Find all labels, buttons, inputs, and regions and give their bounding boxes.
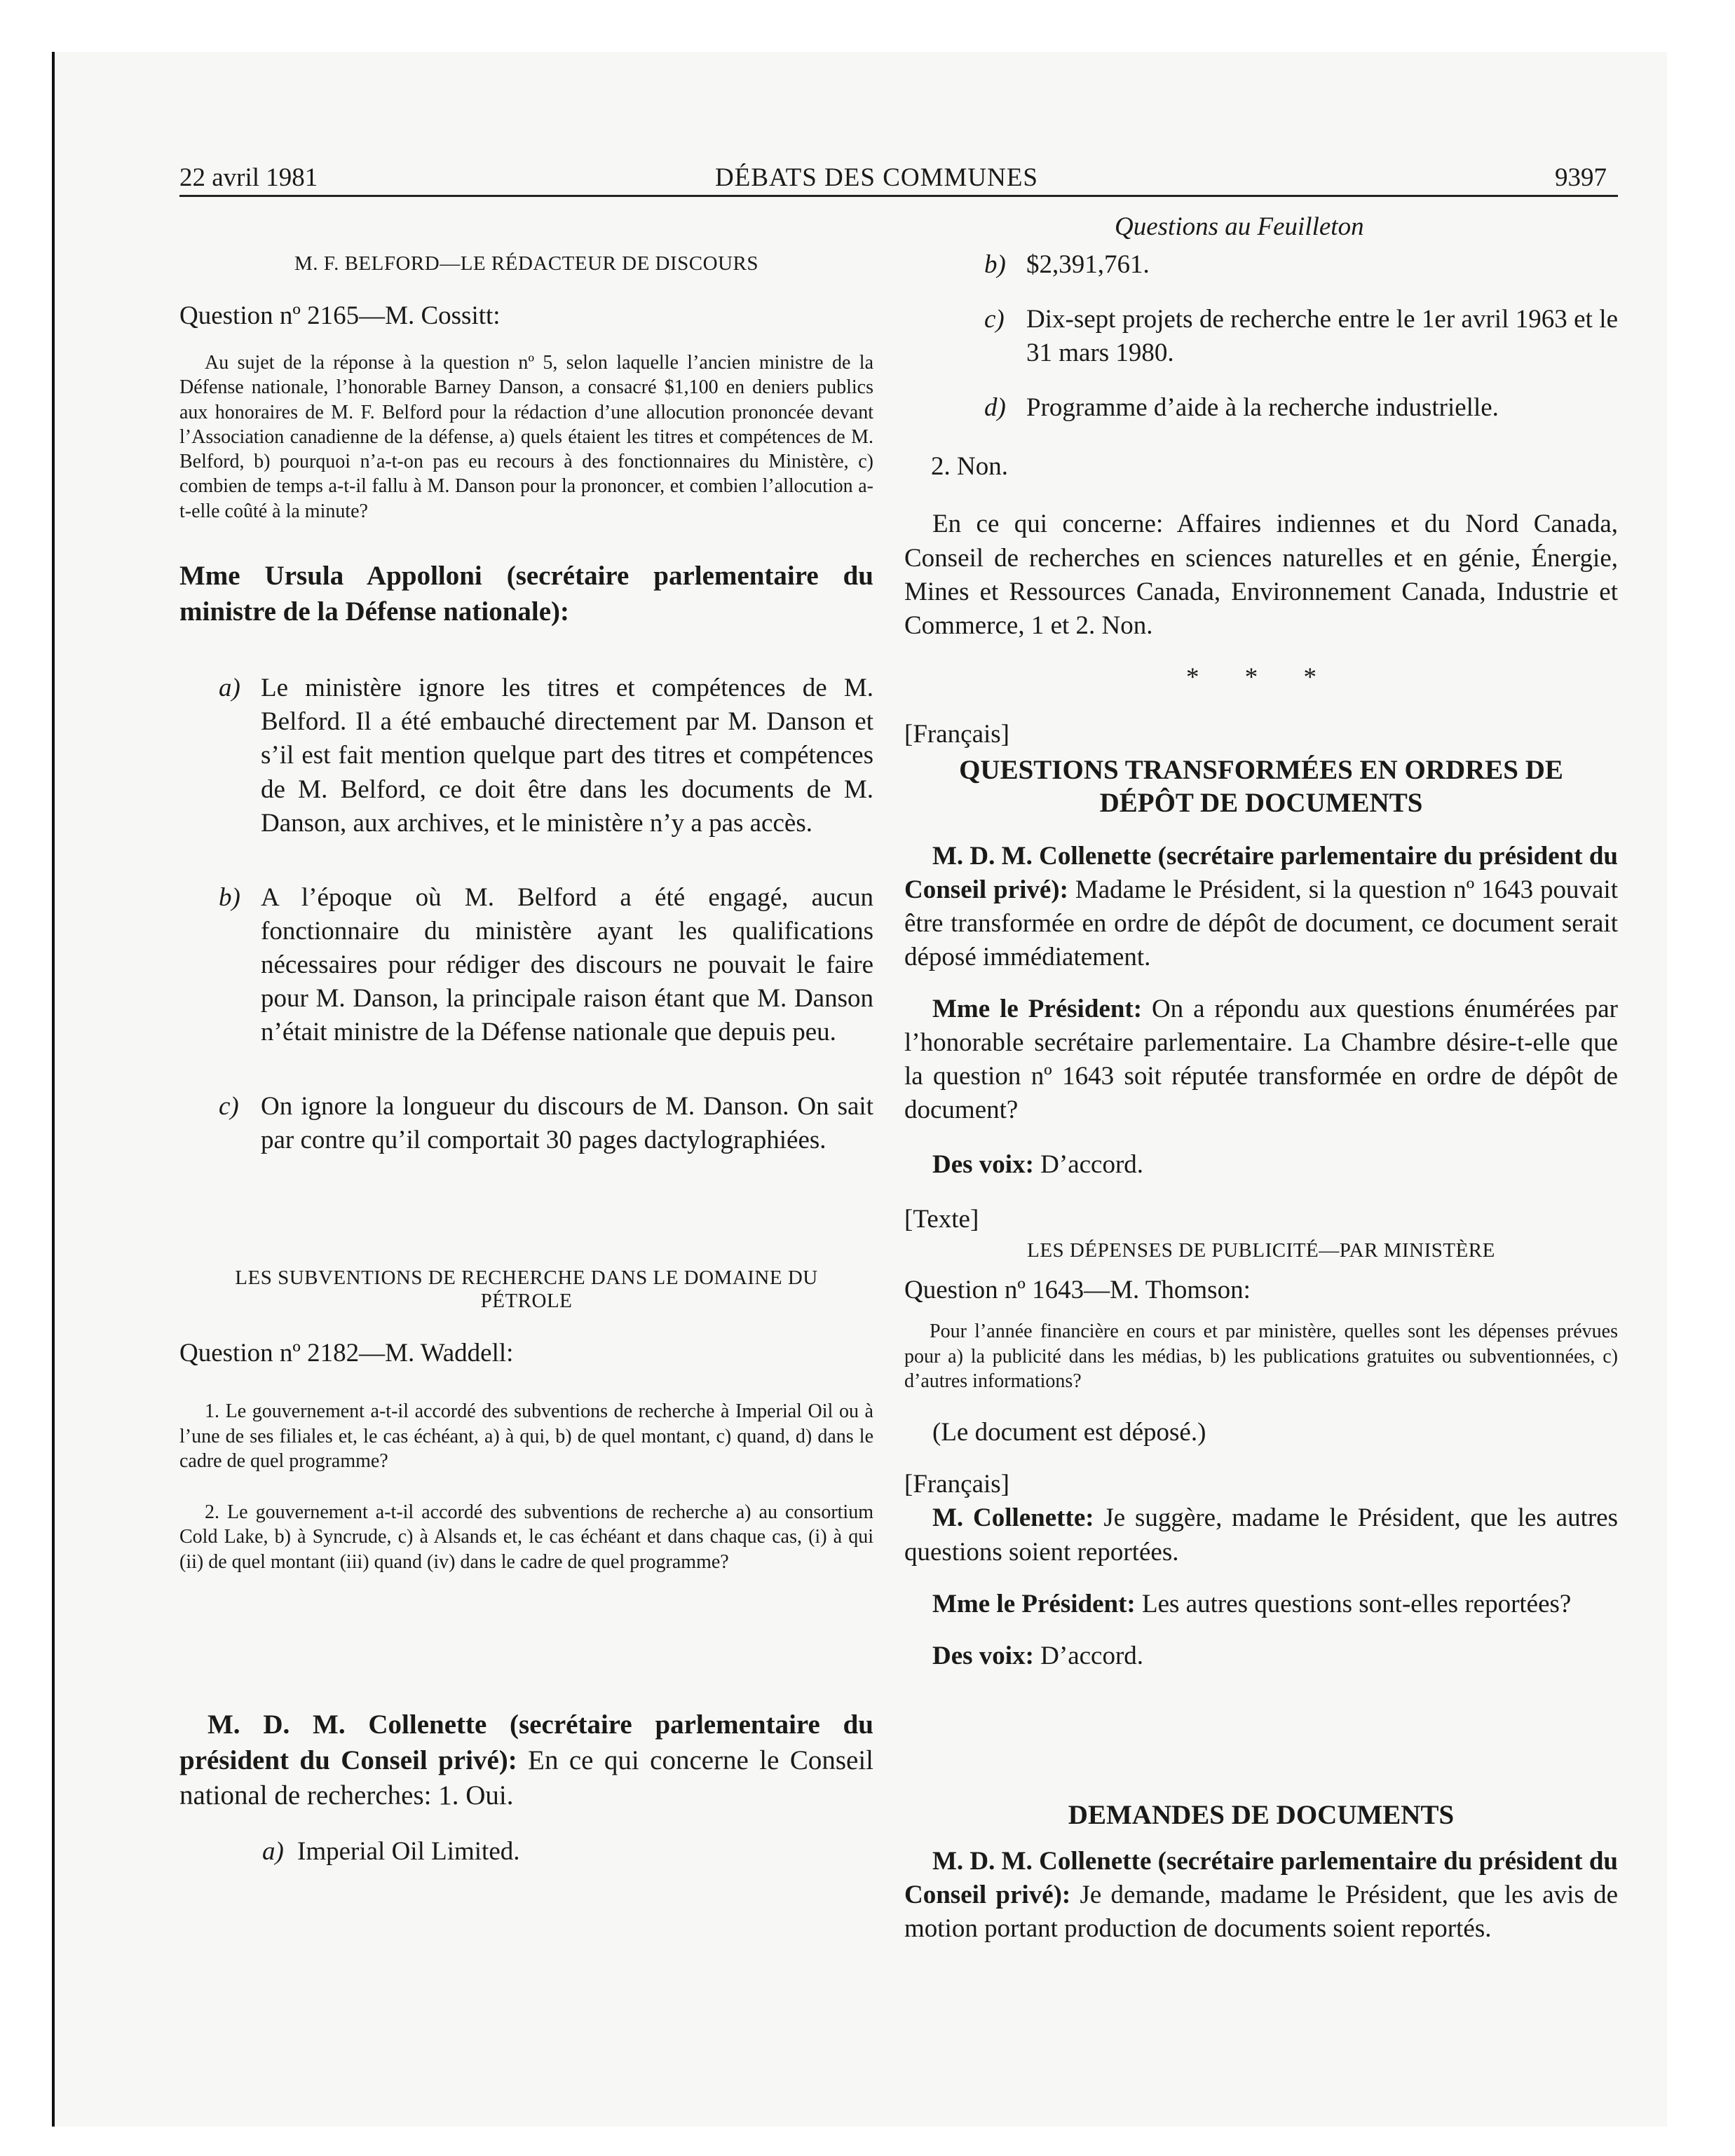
speech-collenette-4-text: Je demande, madame le Président, que les avis de motion portant production de documents soient reportés. xyxy=(904,1880,1618,1943)
answer-c xyxy=(179,1090,873,1157)
speech-president-2-speaker: Mme le Président: xyxy=(932,1589,1136,1618)
speech-voix-1 xyxy=(904,1148,1618,1182)
reply-item-c xyxy=(904,303,1618,370)
heading-demandes-documents: DEMANDES DE DOCUMENTS xyxy=(1068,1799,1455,1830)
answer-b xyxy=(179,881,873,1049)
speech-voix-2 xyxy=(904,1639,1618,1673)
reply-item-d xyxy=(904,391,1618,425)
speech-collenette-4 xyxy=(904,1845,1618,1946)
speech-voix-1-speaker: Des voix: xyxy=(932,1150,1034,1180)
reply-part2: 2. Non. xyxy=(931,452,1008,482)
answer-a xyxy=(179,671,873,840)
speech-collenette-4-speaker: M. D. M. Collenette (secrétaire parlementaire du président du Conseil privé): xyxy=(904,1846,1618,1909)
page-date: 22 avril 1981 xyxy=(179,163,318,192)
language-tag-2: [Français] xyxy=(904,1470,1009,1499)
speech-collenette-2-text: Madame le Président, si la question nº 1643 pouvait être transformée en ordre de dépôt de document, ce document serait déposé immédiatement. xyxy=(904,875,1618,971)
document-depose: (Le document est déposé.) xyxy=(932,1418,1206,1447)
reply-collenette-1-text: En ce qui concerne le Conseil national de recherches: 1. Oui. xyxy=(179,1745,873,1811)
reply-collenette-1-speaker: M. D. M. Collenette (secrétaire parlementaire du président du Conseil privé): xyxy=(179,1709,873,1775)
speech-collenette-2 xyxy=(904,840,1618,974)
language-tag-1: [Français] xyxy=(904,719,1009,749)
speech-voix-2-text: D’accord. xyxy=(1033,1641,1144,1670)
reply-item-c-label: c) xyxy=(984,305,1005,334)
page-number: 9397 xyxy=(1555,163,1607,192)
reply-item-b-label: b) xyxy=(984,250,1006,279)
reply-item-d-text: Programme d’aide à la recherche industrielle. xyxy=(1026,393,1499,423)
section-heading-subventions: LES SUBVENTIONS DE RECHERCHE DANS LE DOMAINE DU PÉTROLE xyxy=(235,1267,818,1313)
section-heading-belford: M. F. BELFORD—LE RÉDACTEUR DE DISCOURS xyxy=(294,252,758,275)
section-separator: * * * xyxy=(1186,662,1336,692)
answer-b-label: b) xyxy=(219,882,240,912)
right-column xyxy=(904,245,1618,1946)
header-rule xyxy=(179,195,1618,197)
speech-president-1-text: On a répondu aux questions énumérées par l’honorable secrétaire parlementaire. La Chambre désire-t-elle que la question nº 1643 soit réputée transformée en ordre de dépôt de document? xyxy=(904,994,1618,1125)
question-2165-text: Au sujet de la réponse à la question nº 5, selon laquelle l’ancien ministre de la Défense nationale, l’honorable Barney Danson, a consacré $1,100 en deniers publics aux honoraires de M. F. Belford pour la rédaction d’une allocution prononcée devant l’Association canadienne de la défense, a) quels étaient les titres et compétences de M. Belford, b) pourquoi n’a-t-on pas eu recours à des fonctionnaires du Ministère, c) combien de temps a-t-il fallu à M. Danson pour la prononcer, et combien l’allocution a-t-elle coûté à la minute? xyxy=(179,352,873,522)
question-1643: Question nº 1643—M. Thomson: xyxy=(904,1276,1251,1305)
page-title: DÉBATS DES COMMUNES xyxy=(715,163,1039,192)
reply-item-d-label: d) xyxy=(984,393,1006,423)
question-2182-part1: 1. Le gouvernement a-t-il accordé des subventions de recherche à Imperial Oil ou à l’une de ses filiales et, le cas échéant, a) à qui, b) de quel montant, c) quand, d) dans le cadre de quel programme? xyxy=(179,1400,873,1472)
left-column xyxy=(179,245,873,1869)
question-2165: Question nº 2165—M. Cossitt: xyxy=(179,301,501,330)
speech-voix-2-speaker: Des voix: xyxy=(932,1641,1034,1670)
answer-b-text: A l’époque où M. Belford a été engagé, aucun fonctionnaire du ministère ayant les qualifications nécessaires pour rédiger des discours ne pouvait le faire pour M. Danson, la principale raison étant que M. Danson n’était ministre de la Défense nationale que depuis peu. xyxy=(261,882,873,1047)
speech-collenette-3-speaker: M. Collenette: xyxy=(932,1503,1094,1533)
speech-president-1 xyxy=(904,992,1618,1127)
answer-a-label: a) xyxy=(219,674,240,703)
reply-item-b-text: $2,391,761. xyxy=(1026,250,1150,279)
speaker-appolloni-name: Mme Ursula Appolloni (secrétaire parlementaire du ministre de la Défense nationale): xyxy=(179,560,873,627)
speech-president-1-speaker: Mme le Président: xyxy=(932,994,1143,1023)
answer-c-text: On ignore la longueur du discours de M. Danson. On sait par contre qu’il comportait 30 pages dactylographiées. xyxy=(261,1092,873,1155)
reply-item-a xyxy=(179,1835,873,1869)
reply-item-c-text: Dix-sept projets de recherche entre le 1er avril 1963 et le 31 mars 1980. xyxy=(1026,305,1618,368)
section-heading-publicite: LES DÉPENSES DE PUBLICITÉ—PAR MINISTÈRE xyxy=(1027,1239,1495,1262)
question-2182-part2: 2. Le gouvernement a-t-il accordé des subventions de recherche a) au consortium Cold Lake, b) à Syncrude, c) à Alsands et, le cas échéant et dans chaque cas, (i) à qui (ii) de quel montant (iii) quand (iv) dans le cadre de quel programme? xyxy=(179,1501,873,1573)
heading-questions-transformees: QUESTIONS TRANSFORMÉES EN ORDRES DE DÉPÔT DE DOCUMENTS xyxy=(959,754,1563,818)
speech-president-2-text: Les autres questions sont-elles reportées? xyxy=(1135,1589,1572,1618)
running-head: Questions au Feuilleton xyxy=(1115,212,1364,241)
reply-item-b xyxy=(904,248,1618,282)
reply-item-a-text: Imperial Oil Limited. xyxy=(297,1837,520,1867)
reply-collenette-1 xyxy=(179,1707,873,1814)
answer-c-label: c) xyxy=(219,1092,239,1121)
speech-collenette-3 xyxy=(904,1501,1618,1569)
reply-item-a-label: a) xyxy=(262,1837,284,1867)
answer-a-text: Le ministère ignore les titres et compétences de M. Belford. Il a été embauché directement par M. Danson et s’il est fait mention quelque part des titres et compétences de M. Belford, ce doit être dans les documents de M. Danson, aux archives, et le ministère n’y a pas accès. xyxy=(261,674,873,838)
language-tag-texte: [Texte] xyxy=(904,1205,979,1234)
question-1643-text: Pour l’année financière en cours et par ministère, quelles sont les dépenses prévues pour a) la publicité dans les médias, b) les publications gratuites ou subventionnées, c) d’autres informations? xyxy=(904,1321,1618,1392)
speech-collenette-3-text: Je suggère, madame le Président, que les autres questions soient reportées. xyxy=(904,1503,1618,1567)
speech-collenette-2-speaker: M. D. M. Collenette (secrétaire parlementaire du président du Conseil privé): xyxy=(904,841,1618,904)
speaker-appolloni xyxy=(179,559,873,629)
question-2182: Question nº 2182—M. Waddell: xyxy=(179,1339,514,1368)
speech-voix-1-text: D’accord. xyxy=(1033,1150,1144,1180)
speech-president-2 xyxy=(904,1588,1618,1621)
reply-concerne: En ce qui concerne: Affaires indiennes et du Nord Canada, Conseil de recherches en sciences naturelles et en génie, Énergie, Mines et Ressources Canada, Environnement Canada, Industrie et Commerce, 1 et 2. Non. xyxy=(904,510,1618,640)
